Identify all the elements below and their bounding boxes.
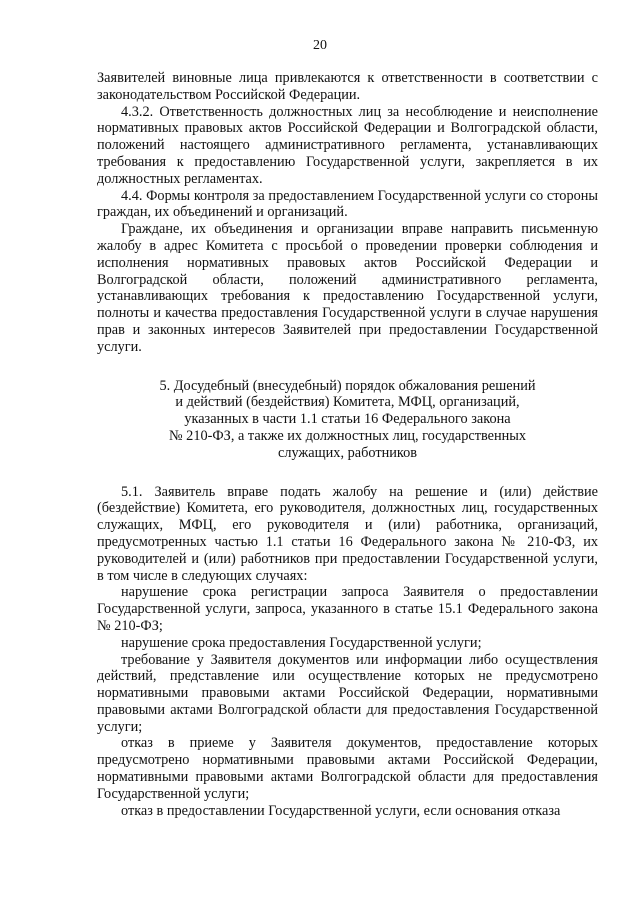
heading-line: 5. Досудебный (внесудебный) порядок обжалования решений [159,377,536,394]
heading-line: служащих, работников [277,444,418,461]
heading-line: № 210-ФЗ, а также их должностных лиц, государственных [168,427,527,444]
heading-line: и действий (бездействия) Комитета, МФЦ, организаций, [175,394,520,411]
paragraph-5-1: 5.1. Заявитель вправе подать жалобу на решение и (или) действие (бездействие) Комитета, его руководителя, должностных лиц, государственных служащих, МФЦ, его руководителя и (или) работника, организаций, предусмотренных частью 1.1 статьи 16 Федерального закона № 210-ФЗ, их руководителей и (или) работников при предоставлении Государственной услуги, в том числе в следующих случаях: [97,483,598,584]
document-body [97,70,598,819]
paragraph-4-4: 4.4. Формы контроля за предоставлением Государственной услуги со стороны граждан, их объединений и организаций. [97,187,598,221]
paragraph-4-3-2: 4.3.2. Ответственность должностных лиц за несоблюдение и неисполнение нормативных правовых актов Российской Федерации и Волгоградской области, положений настоящего административного регламента, устанавливающих требования к предоставлению Государственной услуги, закрепляется в их должностных регламентах. [97,103,598,187]
list-item-service-refusal: отказ в предоставлении Государственной услуги, если основания отказа [121,802,561,819]
list-item-registration-deadline: нарушение срока регистрации запроса Заявителя о предоставлении Государственной услуги, запроса, указанного в статье 15.1 Федерального закона № 210-ФЗ; [97,584,598,634]
list-item-document-demand: требование у Заявителя документов или информации либо осуществления действий, представление или осуществление которых не предусмотрено нормативными правовыми актами Российской Федерации, нормативными правовыми актами Волгоградской области для предоставления Государственной услуги; [97,651,598,735]
page-number: 20 [313,38,327,53]
paragraph-citizens-complaint: Граждане, их объединения и организации вправе направить письменную жалобу в адрес Комитета с просьбой о проведении проверки соблюдения и исполнения нормативных правовых актов Российской Федерации и Волгоградской области, положений административного регламента, устанавливающих требования к предоставлению Государственной услуги, полноты и качества предоставления Государственной услуги в случае нарушения прав и законных интересов Заявителей при предоставлении Государственной услуги. [97,221,598,355]
paragraph-continuation: Заявителей виновные лица привлекаются к ответственности в соответствии с законодательством Российской Федерации. [97,70,598,103]
section-5-heading [97,378,598,462]
heading-line: указанных в части 1.1 статьи 16 Федерального закона [184,411,511,428]
list-item-service-deadline: нарушение срока предоставления Государственной услуги; [121,634,482,651]
list-item-acceptance-refusal: отказ в приеме у Заявителя документов, предоставление которых предусмотрено нормативными правовыми актами Российской Федерации, нормативными правовыми актами Волгоградской области для предоставления Государственной услуги; [97,735,598,802]
